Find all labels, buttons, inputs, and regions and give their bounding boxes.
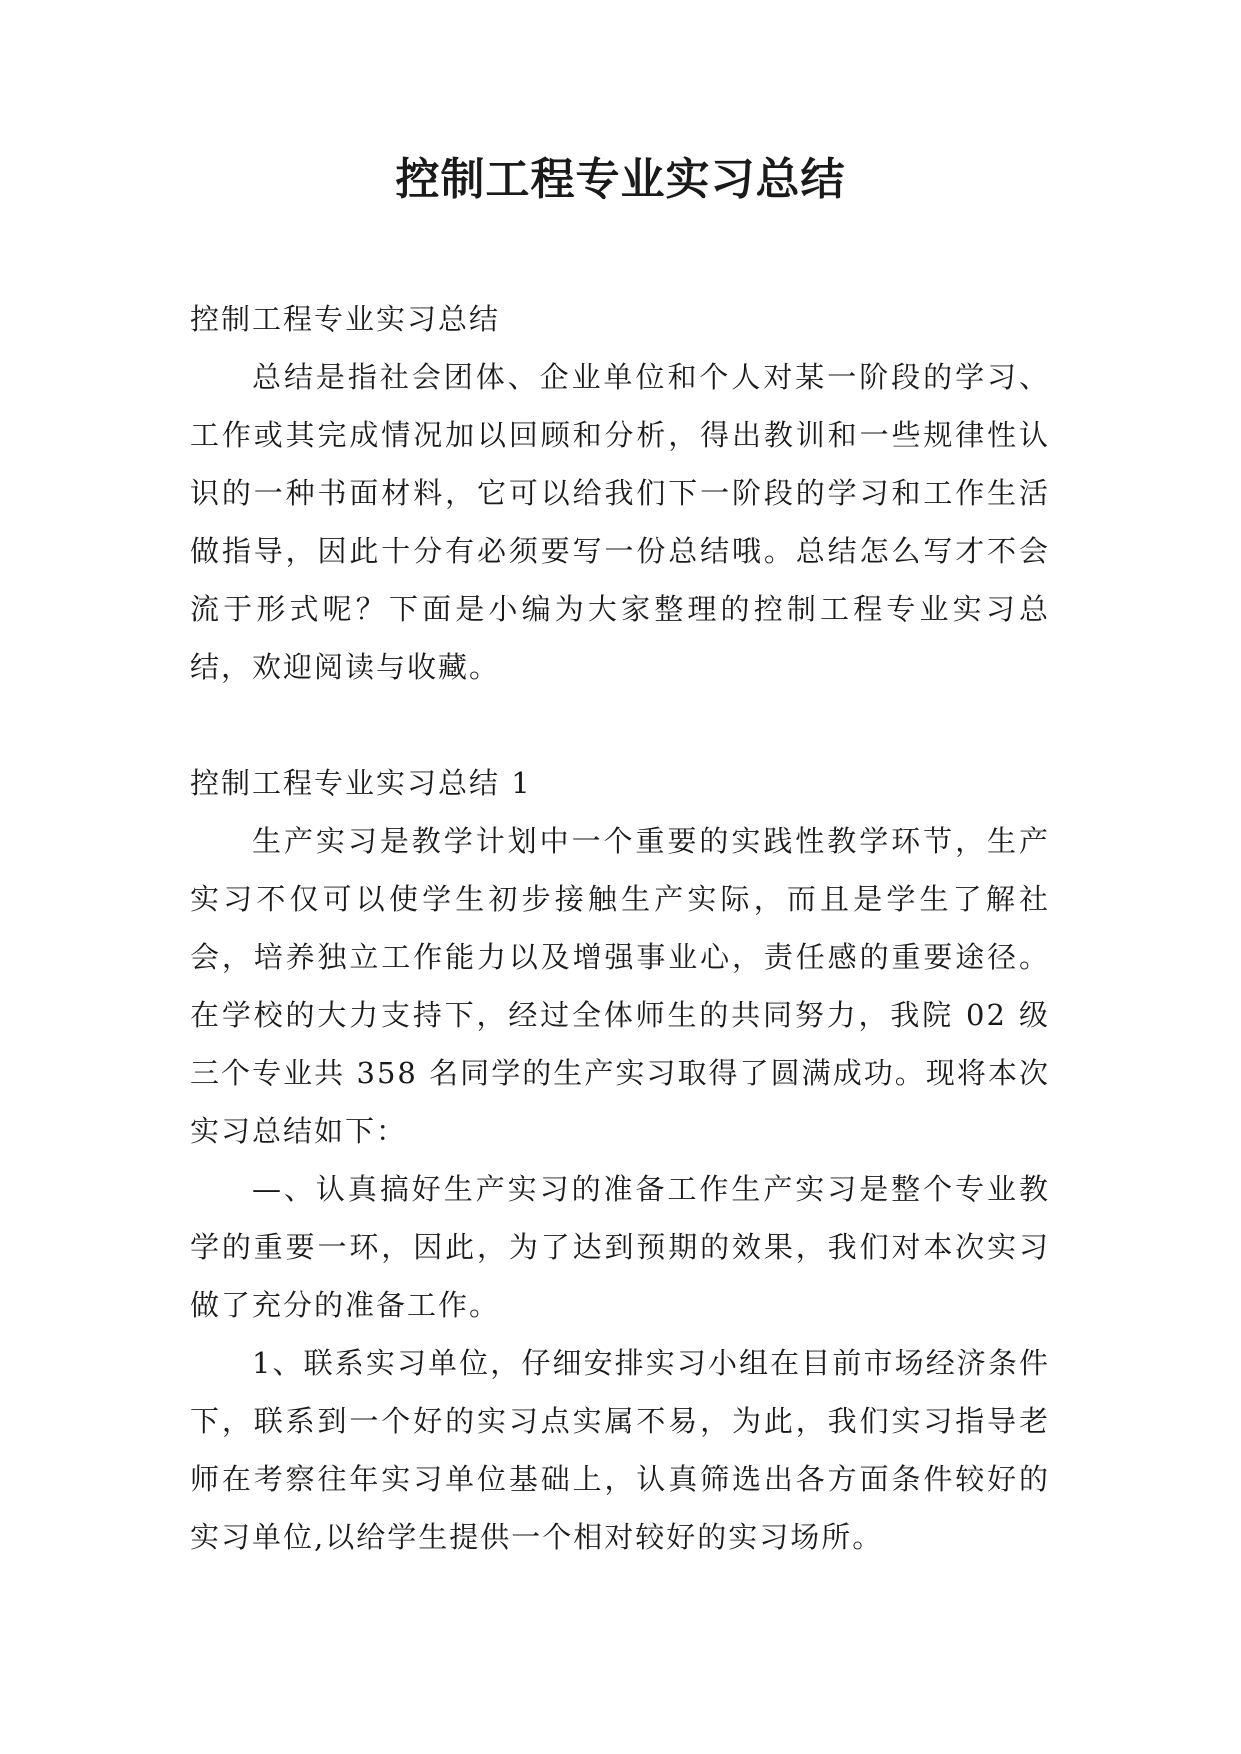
document-title: 控制工程专业实习总结 (395, 154, 846, 205)
intro-paragraph: 总结是指社会团体、企业单位和个人对某一阶段的学习、工作或其完成情况加以回顾和分析，得出教训和一些规律性认识的一种书面材料，它可以给我们下一阶段的学习和工作生活做指导，因此十分有必须要写一份总结哦。总结怎么写才不会流于形式呢？下面是小编为大家整理的控制工程专业实习总结，欢迎阅读与收藏。 (190, 360, 1050, 684)
body-paragraph: 生产实习是教学计划中一个重要的实践性教学环节，生产实习不仅可以使学生初步接触生产实际，而且是学生了解社会，培养独立工作能力以及增强事业心，责任感的重要途径。在学校的大力支持下，经过全体师生的共同努力，我院 02 级三个专业共 358 名同学的生产实习取得了圆满成功。现将本次实习总结如下： (190, 824, 1050, 1148)
body-paragraph: —、认真搞好生产实习的准备工作生产实习是整个专业教学的重要一环，因此，为了达到预期的效果，我们对本次实习做了充分的准备工作。 (190, 1172, 1050, 1322)
section-heading: 控制工程专业实习总结 1 (190, 766, 532, 800)
body-paragraph: 1、联系实习单位，仔细安排实习小组在目前市场经济条件下，联系到一个好的实习点实属不易，为此，我们实习指导老师在考察往年实习单位基础上，认真筛选出各方面条件较好的实习单位,以给学生提供一个相对较好的实习场所。 (190, 1346, 1050, 1554)
subtitle: 控制工程专业实习总结 (190, 302, 501, 336)
paragraph-spacer (190, 696, 1050, 754)
document-body (190, 290, 1050, 1566)
